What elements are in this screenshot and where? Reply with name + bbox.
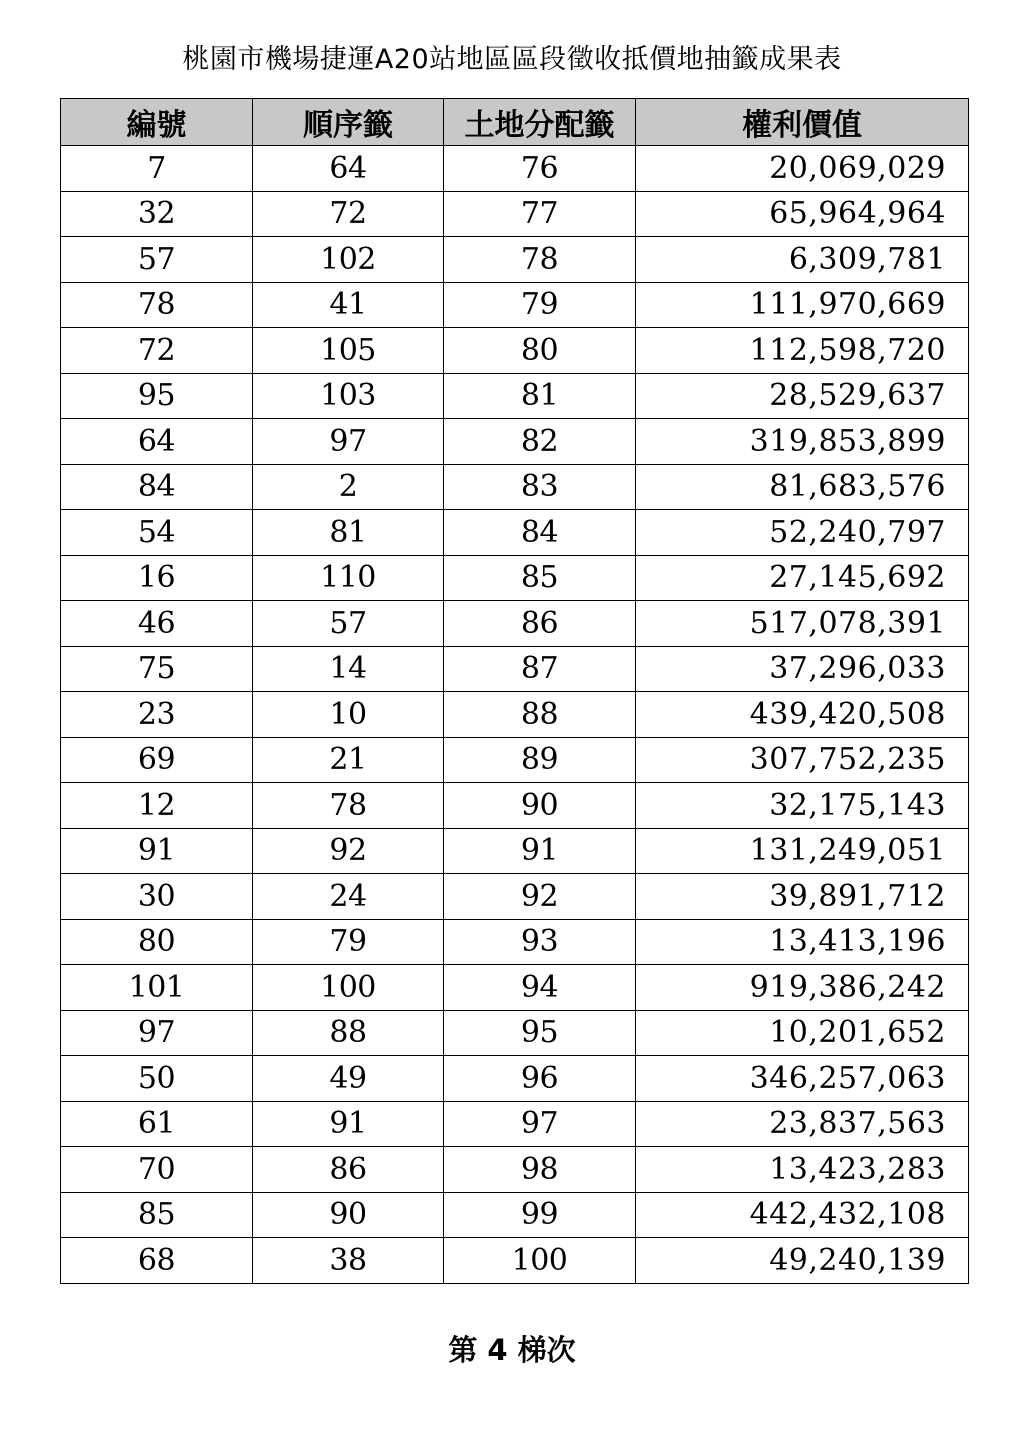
cell-serial-number: 78 [61,282,253,328]
cell-land-allocation-lot: 95 [444,1010,636,1056]
cell-land-allocation-lot: 98 [444,1147,636,1193]
cell-right-value: 52,240,797 [636,510,969,556]
lottery-results-table [60,98,969,1284]
cell-right-value: 10,201,652 [636,1010,969,1056]
cell-land-allocation-lot: 96 [444,1056,636,1102]
table-row [61,1010,969,1056]
table-row [61,328,969,374]
table-row [61,555,969,601]
cell-serial-number: 85 [61,1192,253,1238]
table-row [61,828,969,874]
cell-land-allocation-lot: 94 [444,965,636,1011]
cell-serial-number: 75 [61,646,253,692]
cell-land-allocation-lot: 100 [444,1238,636,1284]
cell-land-allocation-lot: 83 [444,464,636,510]
cell-serial-number: 68 [61,1238,253,1284]
cell-serial-number: 64 [61,419,253,465]
table-row [61,419,969,465]
table-row [61,237,969,283]
cell-land-allocation-lot: 84 [444,510,636,556]
cell-order-lot: 110 [253,555,444,601]
cell-right-value: 28,529,637 [636,373,969,419]
header-serial-number: 編號 [61,99,253,146]
cell-right-value: 442,432,108 [636,1192,969,1238]
cell-order-lot: 57 [253,601,444,647]
cell-serial-number: 97 [61,1010,253,1056]
table-row [61,783,969,829]
table-row [61,646,969,692]
cell-right-value: 919,386,242 [636,965,969,1011]
table-row [61,373,969,419]
cell-order-lot: 79 [253,919,444,965]
cell-serial-number: 32 [61,191,253,237]
table-row [61,282,969,328]
cell-serial-number: 70 [61,1147,253,1193]
cell-order-lot: 105 [253,328,444,374]
table-row [61,737,969,783]
cell-right-value: 6,309,781 [636,237,969,283]
cell-serial-number: 16 [61,555,253,601]
cell-right-value: 112,598,720 [636,328,969,374]
table-row [61,965,969,1011]
table-row [61,1147,969,1193]
table-row [61,191,969,237]
table-row [61,601,969,647]
table-row [61,1056,969,1102]
cell-order-lot: 38 [253,1238,444,1284]
cell-order-lot: 49 [253,1056,444,1102]
batch-label: 第 4 梯次 [448,1333,576,1367]
cell-serial-number: 84 [61,464,253,510]
cell-right-value: 13,413,196 [636,919,969,965]
cell-order-lot: 21 [253,737,444,783]
cell-order-lot: 100 [253,965,444,1011]
cell-order-lot: 88 [253,1010,444,1056]
cell-land-allocation-lot: 92 [444,874,636,920]
cell-land-allocation-lot: 91 [444,828,636,874]
cell-serial-number: 46 [61,601,253,647]
table-row [61,464,969,510]
cell-land-allocation-lot: 85 [444,555,636,601]
cell-land-allocation-lot: 97 [444,1101,636,1147]
cell-serial-number: 69 [61,737,253,783]
table-row [61,874,969,920]
cell-order-lot: 103 [253,373,444,419]
cell-order-lot: 91 [253,1101,444,1147]
cell-right-value: 81,683,576 [636,464,969,510]
cell-land-allocation-lot: 78 [444,237,636,283]
cell-land-allocation-lot: 89 [444,737,636,783]
cell-land-allocation-lot: 90 [444,783,636,829]
cell-right-value: 23,837,563 [636,1101,969,1147]
cell-right-value: 111,970,669 [636,282,969,328]
cell-order-lot: 72 [253,191,444,237]
cell-land-allocation-lot: 80 [444,328,636,374]
cell-serial-number: 50 [61,1056,253,1102]
table-body [61,146,969,1284]
cell-order-lot: 41 [253,282,444,328]
cell-land-allocation-lot: 93 [444,919,636,965]
cell-order-lot: 97 [253,419,444,465]
cell-land-allocation-lot: 87 [444,646,636,692]
cell-right-value: 517,078,391 [636,601,969,647]
cell-order-lot: 92 [253,828,444,874]
cell-order-lot: 81 [253,510,444,556]
cell-serial-number: 91 [61,828,253,874]
cell-serial-number: 12 [61,783,253,829]
cell-right-value: 27,145,692 [636,555,969,601]
cell-land-allocation-lot: 81 [444,373,636,419]
cell-order-lot: 102 [253,237,444,283]
cell-right-value: 65,964,964 [636,191,969,237]
cell-land-allocation-lot: 76 [444,146,636,192]
cell-land-allocation-lot: 82 [444,419,636,465]
cell-land-allocation-lot: 86 [444,601,636,647]
header-order-lot: 順序籤 [253,99,444,146]
cell-right-value: 319,853,899 [636,419,969,465]
cell-order-lot: 90 [253,1192,444,1238]
cell-land-allocation-lot: 88 [444,692,636,738]
cell-right-value: 49,240,139 [636,1238,969,1284]
cell-right-value: 20,069,029 [636,146,969,192]
cell-right-value: 131,249,051 [636,828,969,874]
table-row [61,692,969,738]
table-row [61,1192,969,1238]
cell-serial-number: 23 [61,692,253,738]
cell-order-lot: 10 [253,692,444,738]
cell-right-value: 346,257,063 [636,1056,969,1102]
cell-order-lot: 64 [253,146,444,192]
table-row [61,919,969,965]
table-header-row [61,99,969,146]
table-row [61,1238,969,1284]
header-land-allocation-lot: 土地分配籤 [444,99,636,146]
cell-order-lot: 24 [253,874,444,920]
cell-land-allocation-lot: 77 [444,191,636,237]
cell-land-allocation-lot: 99 [444,1192,636,1238]
table-row [61,510,969,556]
table-row [61,146,969,192]
cell-serial-number: 80 [61,919,253,965]
cell-serial-number: 54 [61,510,253,556]
cell-right-value: 37,296,033 [636,646,969,692]
page-title: 桃園市機場捷運A20站地區區段徵收抵價地抽籤成果表 [182,44,842,75]
cell-serial-number: 72 [61,328,253,374]
header-right-value: 權利價值 [636,99,969,146]
cell-serial-number: 95 [61,373,253,419]
cell-serial-number: 30 [61,874,253,920]
cell-order-lot: 14 [253,646,444,692]
cell-serial-number: 61 [61,1101,253,1147]
cell-right-value: 307,752,235 [636,737,969,783]
cell-land-allocation-lot: 79 [444,282,636,328]
cell-serial-number: 7 [61,146,253,192]
cell-serial-number: 57 [61,237,253,283]
table-row [61,1101,969,1147]
cell-serial-number: 101 [61,965,253,1011]
cell-right-value: 439,420,508 [636,692,969,738]
cell-order-lot: 2 [253,464,444,510]
cell-right-value: 39,891,712 [636,874,969,920]
cell-right-value: 13,423,283 [636,1147,969,1193]
cell-order-lot: 78 [253,783,444,829]
cell-right-value: 32,175,143 [636,783,969,829]
cell-order-lot: 86 [253,1147,444,1193]
